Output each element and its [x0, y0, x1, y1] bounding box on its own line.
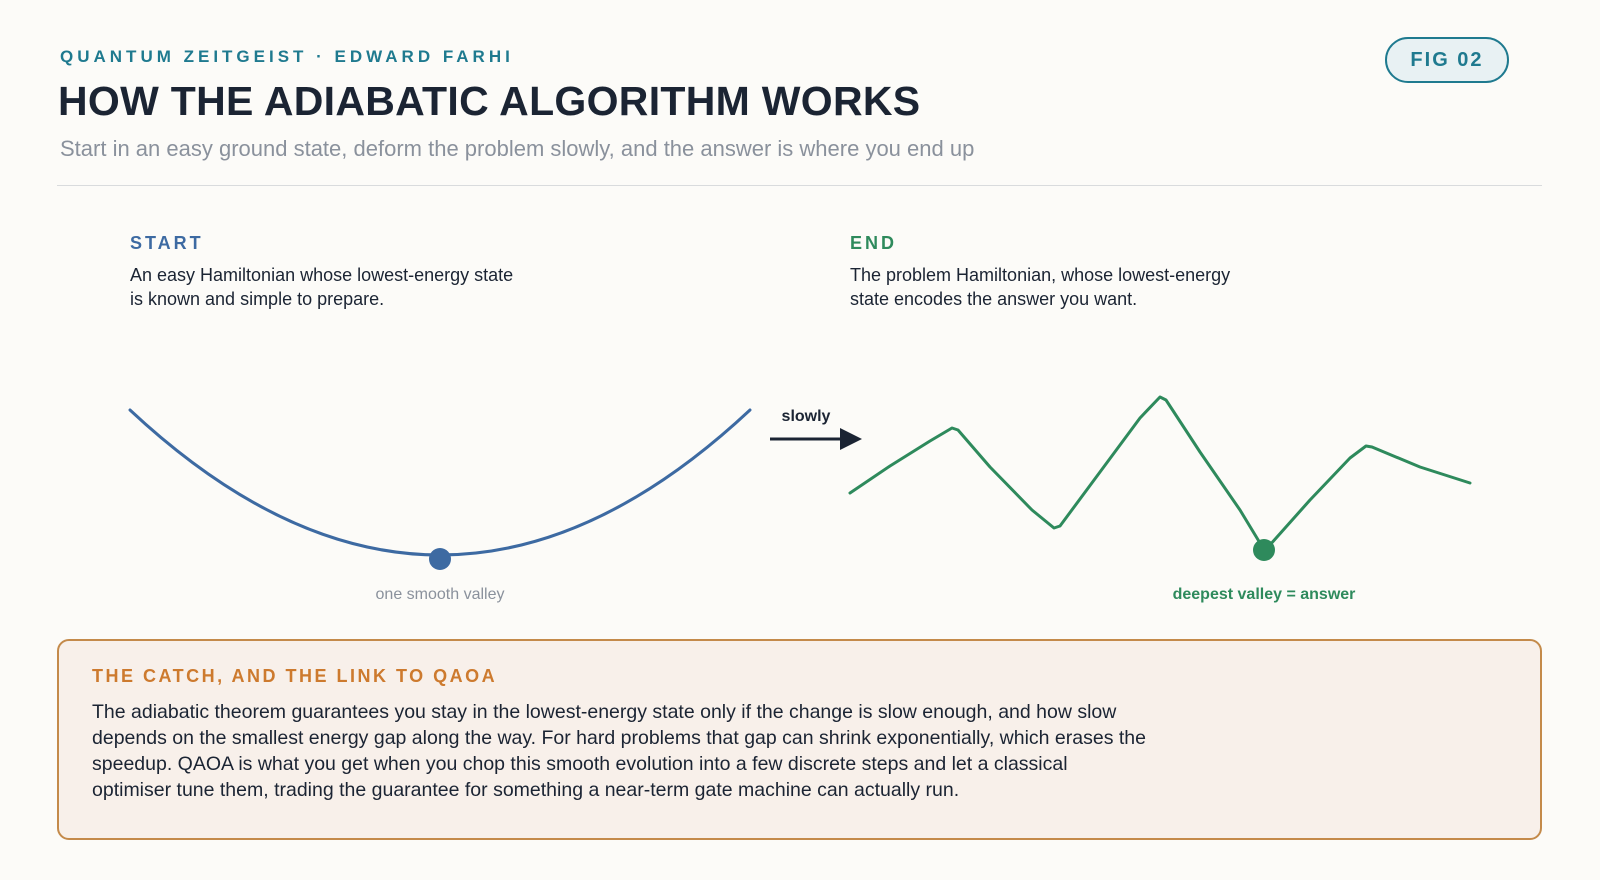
start-label: START — [130, 233, 204, 253]
start-curve-caption: one smooth valley — [375, 586, 505, 603]
end-curve — [850, 397, 1470, 548]
page-subtitle: Start in an easy ground state, deform the problem slowly, and the answer is where you end up — [60, 136, 975, 161]
transition-arrow-head — [840, 428, 862, 450]
start-curve — [130, 410, 750, 555]
kicker: QUANTUM ZEITGEIST · EDWARD FARHI — [60, 47, 514, 66]
end-curve-caption: deepest valley = answer — [1172, 586, 1356, 603]
end-ground-state-dot — [1253, 539, 1275, 561]
catch-callout — [57, 639, 1542, 840]
catch-body: The adiabatic theorem guarantees you stay in the lowest-energy state only if the change is slow enough, and how slow depends on the smallest energy gap along the way. For hard problems that gap can shrink exponentially, which erases the speedup. QAOA is what you get when you chop this smooth evolution into a few discrete steps and let a classical optimiser tune them, trading the guarantee for something a near-term gate machine can actually run. — [92, 701, 1146, 801]
end-description: The problem Hamiltonian, whose lowest-energy state encodes the answer you want. — [850, 265, 1231, 309]
end-label: END — [850, 233, 898, 253]
start-ground-state-dot — [429, 548, 451, 570]
catch-title: THE CATCH, AND THE LINK TO QAOA — [92, 666, 498, 686]
start-description: An easy Hamiltonian whose lowest-energy state is known and simple to prepare. — [130, 265, 514, 309]
transition-label: slowly — [781, 408, 831, 425]
figure-badge: FIG 02 — [1385, 37, 1509, 83]
page-title: HOW THE ADIABATIC ALGORITHM WORKS — [58, 78, 921, 124]
